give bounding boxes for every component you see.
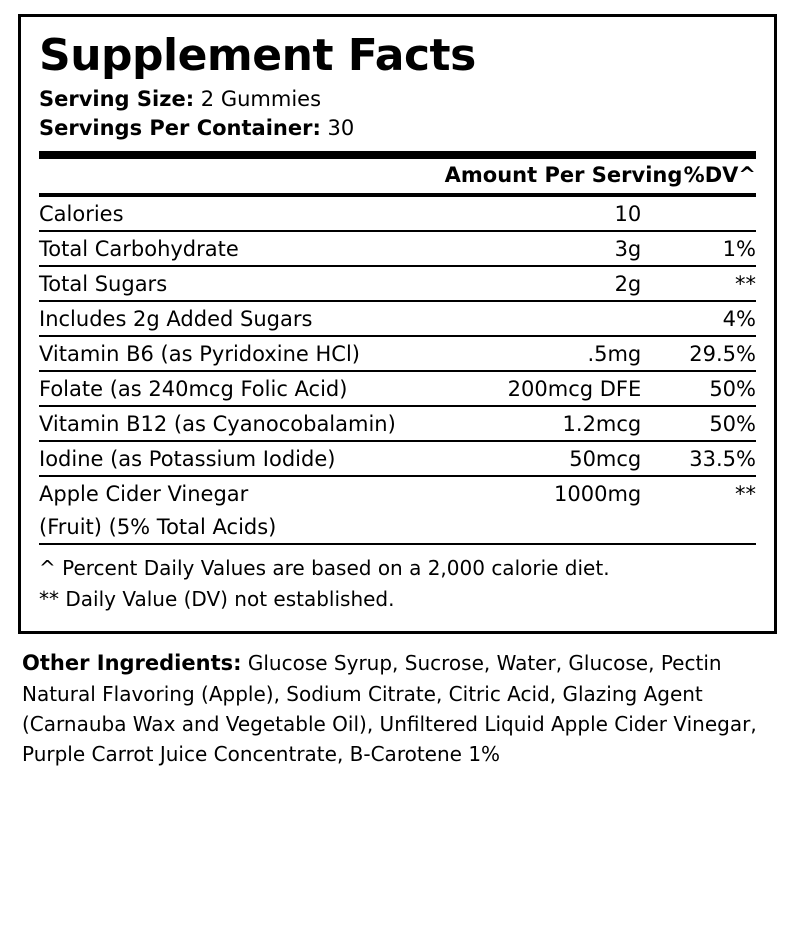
table-row <box>39 197 756 231</box>
row-name: Vitamin B12 (as Cyanocobalamin) <box>39 406 441 441</box>
footnotes <box>39 545 756 615</box>
supplement-facts-panel <box>18 14 777 634</box>
row-name: Iodine (as Potassium Iodide) <box>39 441 441 476</box>
row-dv: 50% <box>641 371 756 406</box>
row-name: Vitamin B6 (as Pyridoxine HCl) <box>39 336 441 371</box>
table-row <box>39 301 756 336</box>
panel-title: Supplement Facts <box>39 30 476 81</box>
table-row <box>39 231 756 266</box>
row-dv: 33.5% <box>641 441 756 476</box>
row-amount: 50mcg <box>441 441 642 476</box>
table-row <box>39 476 756 510</box>
row-name: Total Sugars <box>39 266 441 301</box>
row-dv: 4% <box>641 301 756 336</box>
nutrition-table <box>39 159 756 193</box>
header-spacer <box>39 159 441 193</box>
row-name: Calories <box>39 197 441 231</box>
table-row <box>39 336 756 371</box>
row-dv: ** <box>641 266 756 301</box>
other-ingredients-block <box>18 634 777 770</box>
header-percent-dv: %DV^ <box>683 162 756 187</box>
row-name: Total Carbohydrate <box>39 231 441 266</box>
row-amount: 3g <box>441 231 642 266</box>
table-row <box>39 266 756 301</box>
row-amount <box>441 510 642 544</box>
row-amount <box>441 301 642 336</box>
row-name: Apple Cider Vinegar <box>39 481 249 506</box>
footnote-daily-value-basis: ^ Percent Daily Values are based on a 2,000 calorie diet. <box>39 555 610 580</box>
row-dv: 50% <box>641 406 756 441</box>
row-amount: 1000mg <box>554 481 642 506</box>
serving-size-label: Serving Size: <box>39 87 195 112</box>
row-amount: 2g <box>441 266 642 301</box>
servings-per-container-label: Servings Per Container: <box>39 115 321 140</box>
divider-heavy-top <box>39 151 756 159</box>
other-ingredients-label: Other Ingredients: <box>22 650 242 675</box>
table-row <box>39 441 756 476</box>
row-dv: ** <box>735 481 756 506</box>
row-amount: 200mcg DFE <box>441 371 642 406</box>
nutrition-rows-table <box>39 197 756 545</box>
table-row <box>39 406 756 441</box>
header-amount-per-serving: Amount Per Serving <box>444 162 683 187</box>
row-name: (Fruit) (5% Total Acids) <box>39 510 441 544</box>
footnote-dv-not-established: ** Daily Value (DV) not established. <box>39 586 395 611</box>
table-row <box>39 510 756 544</box>
row-name: Includes 2g Added Sugars <box>39 301 441 336</box>
servings-per-container-line <box>39 114 756 142</box>
row-dv: 29.5% <box>641 336 756 371</box>
row-dv: 1% <box>641 231 756 266</box>
row-amount: 1.2mcg <box>441 406 642 441</box>
row-dv <box>641 197 756 231</box>
row-amount: 10 <box>441 197 642 231</box>
row-dv <box>641 510 756 544</box>
serving-size-value: 2 Gummies <box>200 87 322 112</box>
other-ingredients-text: Glucose Syrup, Sucrose, Water, Glucose, Pectin Natural Flavoring (Apple), Sodium Citrate, Citric Acid, Glazing Agent (Carnauba Wax and Vegetable Oil), Unfiltered Liquid Apple Cider Vinegar, Purple Carrot Juice Concentrate, B-Carotene 1% <box>22 650 757 767</box>
serving-size-line <box>39 85 756 113</box>
table-header-row <box>39 159 756 193</box>
table-row <box>39 371 756 406</box>
servings-per-container-value: 30 <box>327 115 355 140</box>
row-name: Folate (as 240mcg Folic Acid) <box>39 371 441 406</box>
row-amount: .5mg <box>441 336 642 371</box>
